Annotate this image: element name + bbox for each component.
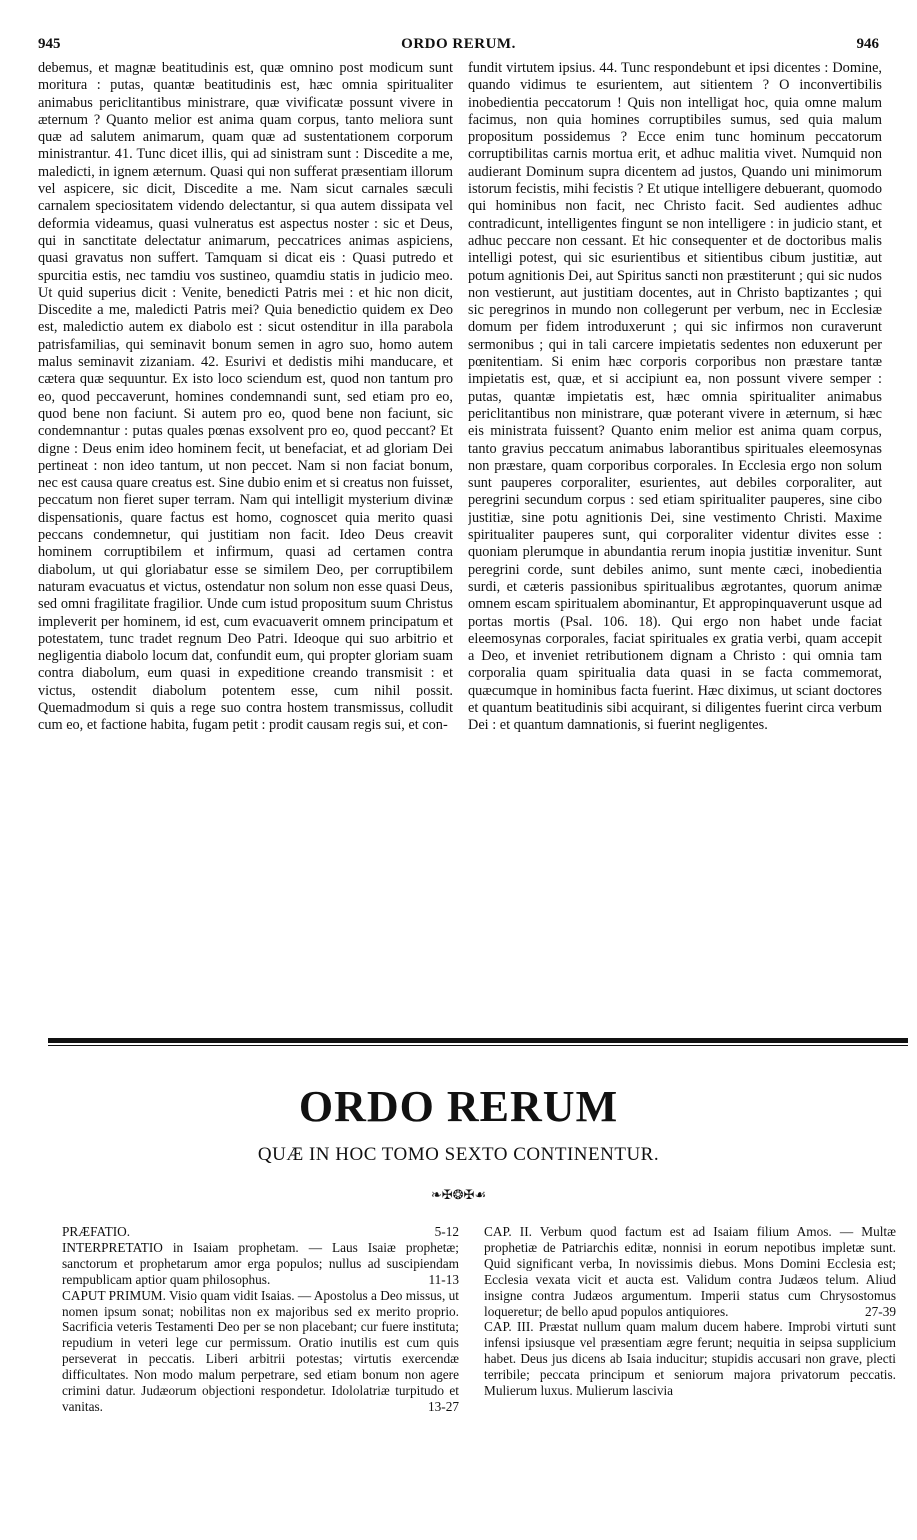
toc-page-range: 11-13	[428, 1271, 459, 1287]
toc-column-right	[484, 1224, 896, 1524]
page-number-left: 945	[38, 36, 61, 52]
running-title: ORDO RERUM.	[401, 36, 516, 52]
body-paragraph-left: debemus, et magnæ beatitudinis est, quæ omnino post modicum sunt moritura : putas, quantæ beatitudinis est, hæc omnia spiritualiter animabus periclitantibus ministrare, quæ vivificatæ possunt vivere in æternum ? Quanto melior est anima quam corpus, tanto meliora sunt quæ ad salutem animarum, quam quæ ad sustentationem corporum ministrantur. 41. Tunc dicet illis, qui ad sinistram sunt : Discedite a me, maledicti, in ignem æternum. Quasi qui non sufferat præsentiam illorum vel aspicere, sic dicit, Discedite a me. Nam sicut carnales sæculi carnalem speciositatem videndo delectantur, si qua autem dissipata vel deformia videamus, quasi vulneratus est aspectus noster : sic et Deus, qui in sanctitate delectatur animarum, peccatrices animas aspiciens, quasi gravatus non suffert. Tamquam si dicat eis : Quasi putredo et spurcitia estis, nec tamdiu vos sustineo, quamdiu statis in judicio meo. Ut quid superius dicit : Venite, benedicti Patris mei : et hic non dicit, Discedite a me, maledicti Patris mei? Quia benedictio quidem ex Deo est, maledictio autem ex diabolo est : sicut ostenditur in illa parabola patrisfamilias, qui seminavit bonum semen in agro suo, homo autem malus seminavit zizaniam. 42. Esurivi et dedistis mihi manducare, et cætera quæ sequuntur. Ex isto loco sciendum est, quod non tantum pro eo, quod peccaverunt, homines condemnandi sunt, sed etiam pro eo, quod bene non faciunt. Si autem pro eo, quod bene non faciunt, sic condemnantur : putas quales pœnas exsolvent pro eo, quod peccant? Et digne : Deus enim ideo hominem fecit, ut benefaciat, et ad gloriam Dei pertineat : non ideo tantum, ut non peccet. Nam si non faciat bonum, nec est causa quare creatus est. Sine dubio enim et si creatus non fuisset, peccatum non fieret super terram. Nam qui intelligit mysterium divinæ dispensationis, quare factus est homo, cognoscet quia merito quasi peccans condemnetur, qui justitiam non facit. Ideo Deus creavit hominem corruptibilem et infirmum, quasi ad certamen contra diabolum, ut qui gloriabatur esse se similem Deo, per corruptibilem naturam evacuatus et victus, ostendatur non solum non esse quasi Deus, sed omni fragilitate fragilior. Unde cum istud propositum suum Christus impleverit per hominem, id est, cum evacuaverit omnem principatum et potestatem, tunc tradet regnum Deo Patri. Ideoque qui suo arbitrio et negligentia diabolo locum dat, confundit eum, qui propter gloriam suam contra diabolum, eum quasi in expeditione creando transmisit : et victus, ostendit diabolum potentem esse, cum nihil possit. Quemadmodum si quis a rege suo contra hostem transmissus, colludit cum eo, et factione habita, fugam petit : prodit causam regis sui, et con-	[38, 60, 453, 734]
toc-entry-text: in Isaiam prophetam. — Laus Isaiæ prophetæ; sanctorum et prophetarum amor erga populos; nullus ad suscipiendam rempublicam aptior quam philosophus.	[62, 1239, 459, 1287]
toc-entry-text: Visio quam vidit Isaias. — Apostolus a Deo missus, ut nomen ipsum sonat; nobilitas non ex majoribus sed ex merito proprio. Sacrificia veteris Testamenti Deo per se non placebant; cur fuere instituta; repudium in veteri lege cur permissum. Oratio inutilis est cum quis perseverat in peccatis. Liberi arbitrii potestas; virtutis exercendæ difficultates. Non modo malum perpetrare, sed etiam bonum non agere crimini datur. Judæorum objectioni respondetur. Idololatriæ turpitudo et vanitas.	[62, 1287, 459, 1414]
toc-entry	[484, 1224, 896, 1319]
section-title: ORDO RERUM	[298, 1082, 619, 1131]
page-number-right: 946	[856, 36, 879, 52]
toc-page-range: 27-39	[864, 1303, 896, 1319]
section-divider-thick	[48, 1038, 908, 1043]
toc-column-left	[62, 1224, 459, 1524]
section-divider-thin	[48, 1045, 908, 1046]
section-subtitle: QUÆ IN HOC TOMO SEXTO CONTINENTUR.	[257, 1144, 660, 1165]
running-head	[38, 36, 879, 56]
toc-page-range: 5-12	[434, 1224, 459, 1239]
toc-entry-head: CAP. III.	[484, 1319, 534, 1335]
toc-entry	[62, 1288, 459, 1415]
toc-page-range: 13-27	[427, 1398, 459, 1414]
body-paragraph-right: fundit virtutem ipsius. 44. Tunc respondebunt et ipsi dicentes : Domine, quando vidimus te esurientem, aut sitientem ? O inconvertibilis inobedientia peccatorum ! Quis non intelligat hoc, quia omne malum facimus, non quia homines corruptibiles sumus, sed quia malum propositum possidemus ? Ecce enim tunc hominum peccatorum corruptibilitas carnis mortua erit, et adhuc malitia vivet. Numquid non audierant Dominum supra dicentem ad justos, Quando uni minimorum istorum fecistis, mihi fecistis ? Et utique intelligere debuerant, quomodo qui hominibus non facit, nec Christo facit. Sed audientes adhuc contradicunt, intelligentes fingunt se non intelligere : in judicio stant, et adhuc peccare non cessant. Et hic consequenter et de doctoribus malis intelligi potest, qui sic esurientibus et sitientibus cibum justitiæ, aut potum agnitionis Dei, aut Spiritus sancti non præstiterunt ; qui sic nudos non vestierunt, aut justitiam docentes, aut in Christo baptizantes ; qui sic peregrinos in mundo non collegerunt per verbum, nec in Ecclesiæ domum per fidem introduxerunt ; qui sic infirmos non curaverunt sermonibus ; qui in tali carcere impietatis sedentes non eduxerunt per pœnitentiam. Si enim hæc corporis corporibus non præstare tantæ impietatis est, quæ, et si accipiunt ea, non possunt vivere semper : putas, quantæ impietatis est, hæc omnia spiritualiter animabus periclitantibus non ministrare, quæ poterant vivere in æternum, si hæc eis ministrata fuissent? Quanto enim melior est anima quam corpus, tanto gravius peccatum animabus laborantibus spirituales eleemosynas non præstare, quam corporibus corporales. In Ecclesia ergo non solum sunt pauperes corporaliter, esurientes, aut debiles corporaliter, aut peregrini secundum corpus : sed etiam spiritualiter pauperes, sine cibo justitiæ, sine potu agnitionis Dei, sine vestimento Christi. Maxime spiritualiter pauperes sunt, qui corporaliter videntur divites esse : quoniam plerumque in abundantia rerum inopia justitiæ invenitur. Sunt peregrini corde, sunt debiles animo, sunt mente cæci, inobedientia surdi, et cæteris passionibus spiritualibus ægrotantes, quorum animæ omnem escam spiritualem abominantur, Et appropinquaverunt usque ad portas mortis (Psal. 106. 18). Qui ergo non habet unde faciat eleemosynas corporales, faciat spirituales ex gratia verbi, quam accepit a Deo, et inveniet retributionem dignam a Christo : qui omnia tam corporalia quam spiritualia data quasi in se facta commemorat, quæcumque in hominibus facta fuerint. Hæc diximus, ut sciant doctores et quantum beatitudinis sibi acquirant, si diligentes fuerint circa verbum Dei : et quantum damnationis, si fuerint negligentes.	[468, 60, 882, 734]
toc-entry-head: CAPUT PRIMUM.	[62, 1287, 166, 1303]
toc-entry	[62, 1224, 459, 1240]
toc-entry-head: CAP. II.	[484, 1224, 532, 1239]
toc-entry	[62, 1240, 459, 1288]
toc-entry-text: Verbum quod factum est ad Isaiam filium Amos. — Multæ prophetiæ de Patriarchis editæ, nonnisi in eorum nepotibus impletæ sunt. Quid significant verba, In novissimis diebus. Mons Domini Ecclesia est; Ecclesia vexata vicit et aucta est. Validum contra Judæos telum. Aliud insigne contra Judæos argumentum. Imperii status cum Chrysostomus loqueretur; de bello apud populos antiquiores.	[484, 1224, 896, 1319]
toc-entry-text: Præstat nullum quam malum ducem habere. Improbi virtuti sunt infensi ipsiusque vel præsentiam ægre ferunt; nequitia in seipsa supplicium habet. Deus jus dicens ab Isaia inducitur; stupidis accusari non grave, plecti terribile; peccata principum et seniorum majora privatorum peccatis. Mulierum luxus. Mulierum lascivia	[484, 1319, 896, 1399]
toc-entry-head: INTERPRETATIO	[62, 1239, 163, 1255]
text-column-right	[468, 60, 882, 1020]
ornament-divider: ❧✠❂✠☙	[430, 1187, 487, 1202]
text-column-left	[38, 60, 453, 1020]
toc-entry	[484, 1319, 896, 1399]
toc-entry-head: PRÆFATIO.	[62, 1224, 131, 1239]
